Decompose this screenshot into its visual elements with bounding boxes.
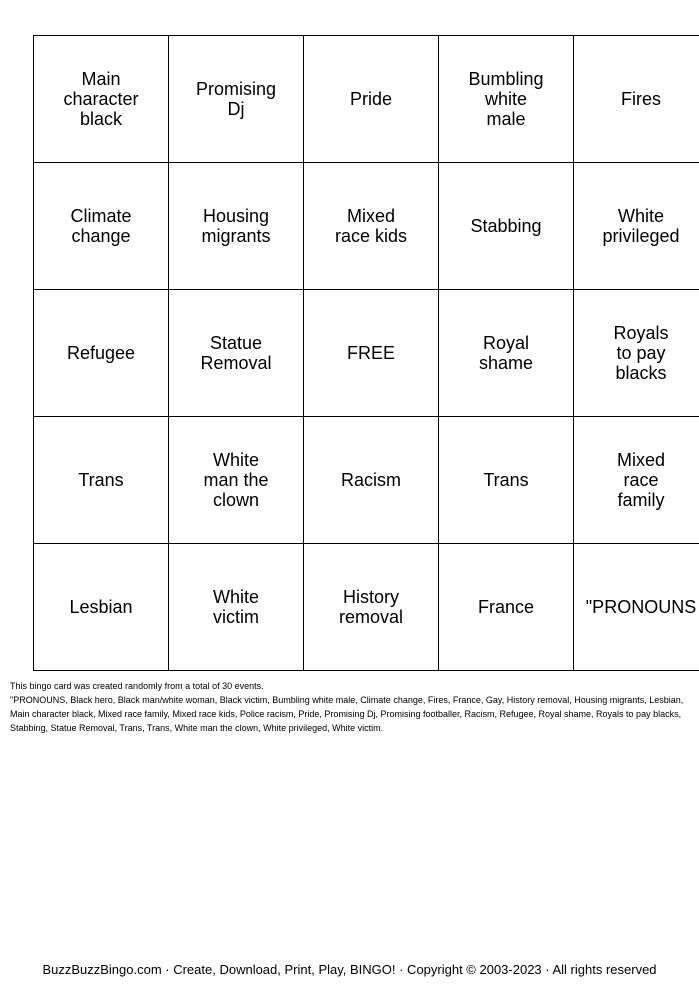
grid-row <box>34 544 699 671</box>
bingo-cell: Main character black <box>34 36 169 163</box>
bingo-cell: Mixed race family <box>574 417 699 544</box>
bingo-cell: Refugee <box>34 290 169 417</box>
bingo-cell: Royals to pay blacks <box>574 290 699 417</box>
bingo-cell: Royal shame <box>439 290 574 417</box>
grid-row <box>34 417 699 544</box>
free-space-cell: FREE <box>304 290 439 417</box>
bingo-cell: White victim <box>169 544 304 671</box>
bingo-cell: Lesbian <box>34 544 169 671</box>
bingo-cell: "PRONOUNS <box>574 544 699 671</box>
bingo-card-grid <box>33 35 699 671</box>
card-info <box>10 679 690 735</box>
bingo-cell: White privileged <box>574 163 699 290</box>
event-list-text: "PRONOUNS, Black hero, Black man/white woman, Black victim, Bumbling white male, Climate change, Fires, France, Gay, History removal, Housing migrants, Lesbian, Main character black, Mixed race family, Mixed race kids, Police racism, Pride, Promising Dj, Promising footballer, Racism, Refugee, Royal shame, Royals to pay blacks, Stabbing, Statue Removal, Trans, Trans, White man the clown, White privileged, White victim. <box>10 695 684 733</box>
bingo-cell: France <box>439 544 574 671</box>
bingo-cell: Trans <box>34 417 169 544</box>
bingo-cell: History removal <box>304 544 439 671</box>
grid-row <box>34 163 699 290</box>
bingo-cell: Promising Dj <box>169 36 304 163</box>
bingo-cell: Trans <box>439 417 574 544</box>
card-summary-text: This bingo card was created randomly from a total of 30 events. <box>10 681 264 691</box>
site-footer: BuzzBuzzBingo.com · Create, Download, Print, Play, BINGO! · Copyright © 2003-2023 · All rights reserved <box>42 962 657 977</box>
bingo-cell: Racism <box>304 417 439 544</box>
bingo-cell: White man the clown <box>169 417 304 544</box>
grid-row <box>34 290 699 417</box>
bingo-cell: Mixed race kids <box>304 163 439 290</box>
bingo-cell: Stabbing <box>439 163 574 290</box>
bingo-cell: Climate change <box>34 163 169 290</box>
grid-row <box>34 36 699 163</box>
bingo-cell: Fires <box>574 36 699 163</box>
bingo-cell: Pride <box>304 36 439 163</box>
bingo-cell: Statue Removal <box>169 290 304 417</box>
bingo-cell: Housing migrants <box>169 163 304 290</box>
bingo-cell: Bumbling white male <box>439 36 574 163</box>
